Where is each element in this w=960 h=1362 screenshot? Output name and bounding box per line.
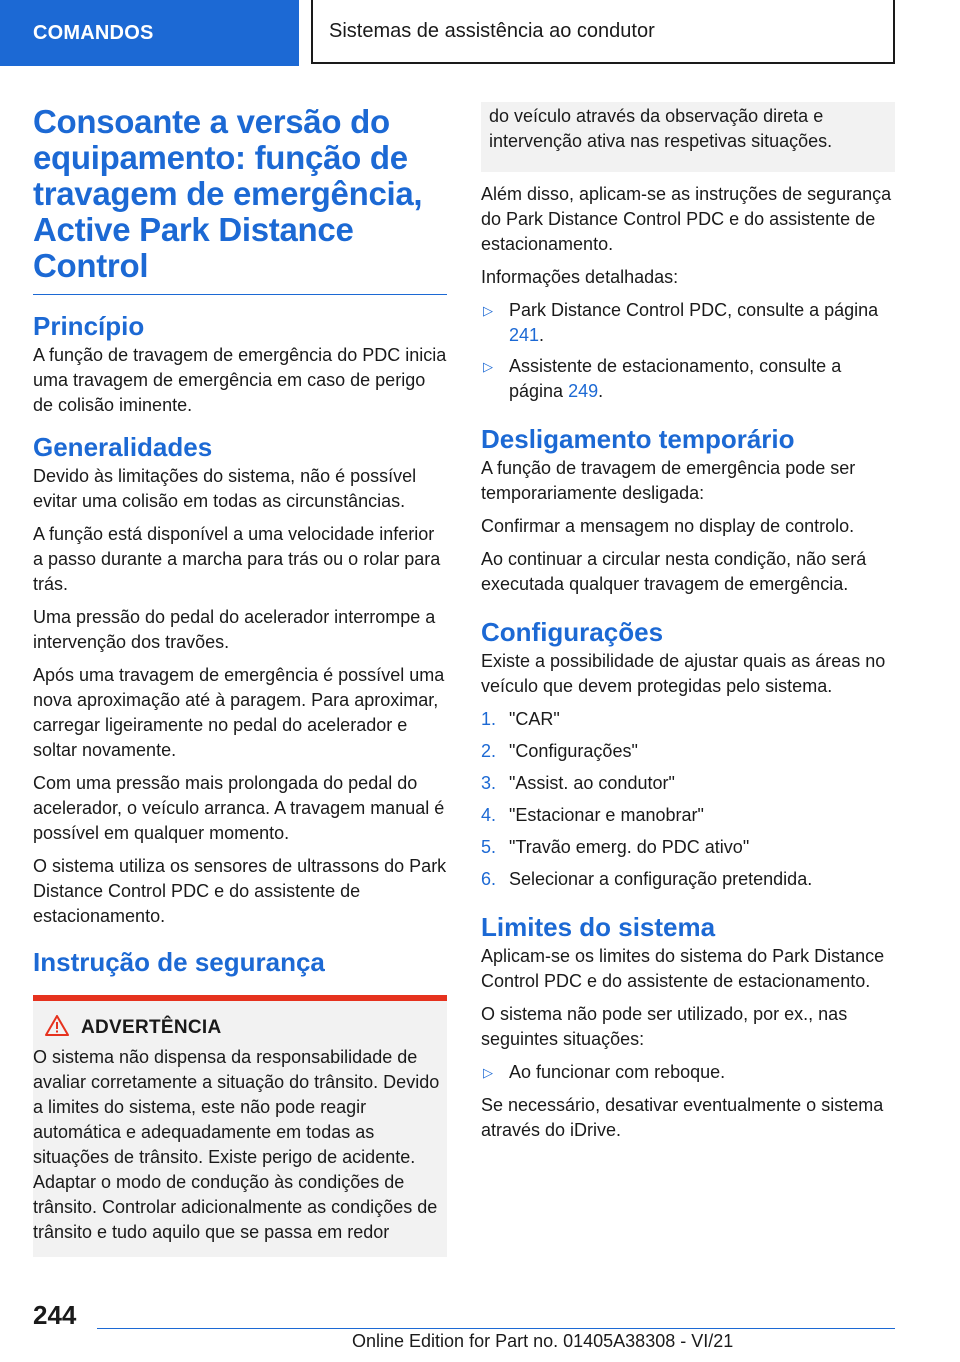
warning-triangle-icon	[45, 1015, 69, 1041]
paragraph: Se necessário, desativar eventualmente o sistema através do iDrive.	[481, 1095, 884, 1140]
step-item	[481, 739, 895, 764]
paragraph: A função de travagem de emergência pode ser temporariamente desligada:	[481, 458, 856, 503]
step-item	[481, 771, 895, 796]
paragraph: Devido às limitações do sistema, não é possível evitar uma colisão em todas as circunstâncias.	[33, 466, 417, 511]
step-number: 2.	[481, 741, 497, 761]
paragraph: Além disso, aplicam-se as instruções de segurança do Park Distance Control PDC e do assistente de estacionamento.	[481, 184, 892, 254]
step-number: 6.	[481, 869, 497, 889]
paragraph: Confirmar a mensagem no display de controlo.	[481, 516, 855, 536]
paragraph: Existe a possibilidade de ajustar quais as áreas no veículo que devem protegidas pelo sistema.	[481, 651, 886, 696]
heading-limites: Limites do sistema	[481, 912, 716, 942]
heading-desligamento: Desligamento temporário	[481, 424, 795, 454]
header-chapter-title	[311, 0, 895, 64]
step-item	[481, 835, 895, 860]
step-text: "Assist. ao condutor"	[509, 773, 675, 793]
page-link[interactable]: 241	[509, 325, 540, 345]
heading-principio: Princípio	[33, 311, 145, 341]
warning-continuation-box	[481, 102, 895, 172]
step-text: "CAR"	[509, 709, 560, 729]
paragraph: O sistema utiliza os sensores de ultrassons do Park Distance Control PDC e do assistente de estacionamento.	[33, 856, 447, 926]
page-link[interactable]: 249	[568, 381, 599, 401]
list-item: ▷ Assistente de estacionamento, consulte a página 249.	[483, 356, 842, 401]
warning-header	[33, 1015, 441, 1041]
reference-list	[481, 298, 895, 404]
step-number: 1.	[481, 709, 497, 729]
step-text: "Configurações"	[509, 741, 638, 761]
warning-box	[33, 1001, 447, 1257]
step-number: 3.	[481, 773, 497, 793]
paragraph: Ao continuar a circular nesta condição, não será executada qualquer travagem de emergência.	[481, 549, 867, 594]
page-number: 244	[33, 1300, 77, 1330]
step-item	[481, 707, 895, 732]
step-text: "Travão emerg. do PDC ativo"	[509, 837, 750, 857]
paragraph: A função de travagem de emergência do PDC inicia uma travagem de emergência em caso de perigo de colisão iminente.	[33, 345, 447, 415]
situations-list	[481, 1060, 895, 1085]
footer-edition: Online Edition for Part no. 01405A38308 - VI/21	[352, 1331, 734, 1351]
heading-seguranca: Instrução de segurança	[33, 947, 325, 977]
paragraph: Com uma pressão mais prolongada do pedal do acelerador, o veículo arranca. A travagem manual é possível em qualquer momento.	[33, 773, 445, 843]
paragraph: Após uma travagem de emergência é possível uma nova aproximação até à paragem. Para aproximar, carregar ligeiramente no pedal do acelerador e soltar novamente.	[33, 665, 445, 760]
paragraph: Aplicam-se os limites do sistema do Park Distance Control PDC e do assistente de estacionamento.	[481, 946, 885, 991]
step-item	[481, 803, 895, 828]
step-item	[481, 867, 895, 892]
left-column	[33, 100, 447, 1257]
list-item-text: Ao funcionar com reboque.	[509, 1062, 726, 1082]
header-section-label: COMANDOS	[33, 21, 154, 44]
warning-text: O sistema não dispensa da responsabilidade de avaliar corretamente a situação do trânsito. Devido a limites do sistema, este não pode reagir automática e adequadamente em todas as situações de trânsito. Existe perigo de acidente. Adaptar o modo de condução às condições de trânsito. Controlar adicionalmente as condições de trânsito e tudo aquilo que se passa em redor	[33, 1047, 440, 1242]
heading-configuracoes: Configurações	[481, 617, 664, 647]
heading-generalidades: Generalidades	[33, 432, 213, 462]
warning-continuation-text: do veículo através da observação direta e intervenção ativa nas respetivas situações.	[489, 106, 833, 151]
title-divider	[33, 294, 447, 295]
triangle-bullet-icon: ▷	[483, 303, 493, 318]
paragraph: O sistema não pode ser utilizado, por ex., nas seguintes situações:	[481, 1004, 848, 1049]
header-section-tab	[0, 0, 299, 66]
step-number: 5.	[481, 837, 497, 857]
list-item-text: Assistente de estacionamento, consulte a página	[509, 356, 842, 401]
page-title: Consoante a versão do equipamento: função de travagem de emergência, Active Park Distance Control	[33, 103, 423, 284]
step-text: "Estacionar e manobrar"	[509, 805, 704, 825]
header-chapter-label: Sistemas de assistência ao condutor	[329, 19, 655, 42]
right-column	[481, 100, 895, 1151]
step-number: 4.	[481, 805, 497, 825]
list-item	[481, 1060, 895, 1085]
paragraph: Uma pressão do pedal do acelerador interrompe a intervenção dos travões.	[33, 607, 436, 652]
paragraph: A função está disponível a uma velocidade inferior a passo durante a marcha para trás ou o rolar para trás.	[33, 524, 441, 594]
footer-divider	[97, 1328, 895, 1329]
step-text: Selecionar a configuração pretendida.	[509, 869, 813, 889]
triangle-bullet-icon: ▷	[483, 1065, 493, 1080]
paragraph: Informações detalhadas:	[481, 267, 679, 287]
steps-list	[481, 707, 895, 892]
triangle-bullet-icon: ▷	[483, 359, 493, 374]
list-item-text: Park Distance Control PDC, consulte a página	[509, 300, 879, 320]
warning-title: ADVERTÊNCIA	[81, 1017, 222, 1038]
list-item: ▷ Park Distance Control PDC, consulte a página 241.	[483, 300, 879, 345]
